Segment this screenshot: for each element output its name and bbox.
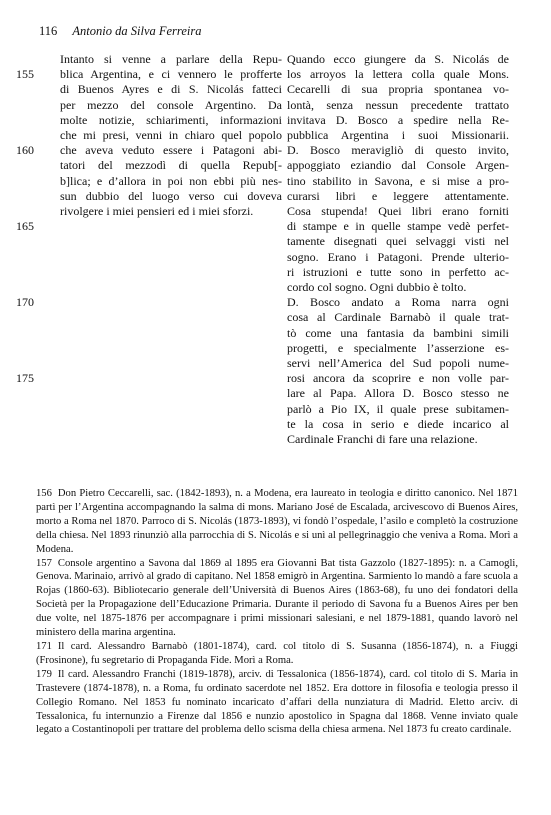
line-number: 175: [16, 371, 34, 386]
text-line: che aveva veduto essere i Patagoni abi-: [60, 143, 282, 158]
text-line: cosa al Cardinale Barnabò il quale trat-: [287, 310, 509, 325]
text-line: Cecarelli di sua propria spontanea vo-: [287, 82, 509, 97]
footnote-text: Il card. Alessandro Franchi (1819-1878), arciv. di Tessalonica (1856-1874), card. col titolo di S. Maria in Trastevere (1874-1878), n. a Roma, fu ordinato sacerdote nel 1852. Era dottore in filosofia e teologia presso il Collegio Romano. Nel 1853 fu nominato incaricato d’affari della nunziatura di Madrid. Eletto arciv. di Tessalonica, fu internunzio a Firenze dal 1856 e nunzio apostolico in Spagna dal 1868. Venne inviato quale legato a Costantinopoli per trattare del problema dello scisma della chiesa armena. Nel 1873 fu creato cardinale.: [36, 668, 518, 736]
text-line: molte notizie, schiarimenti, informazioni: [60, 112, 282, 127]
text-line: di Buenos Ayres e di S. Nicolás fatteci: [60, 82, 282, 97]
text-line: rosi ancora da scoprire e non volle par-: [287, 371, 509, 386]
text-line: sogno. Erano i Patagoni. Prende ulterio-: [287, 249, 509, 264]
page-number: 116: [39, 24, 58, 38]
text-line: parlò a Pio IX, il quale prese subitamen-: [287, 401, 509, 416]
text-line: Cosa stupenda! Quei libri erano forniti: [287, 204, 509, 219]
text-line: tino stabilito in Savona, e si mise a pro-: [287, 173, 509, 188]
text-line: Quando ecco giungere da S. Nicolás de: [287, 52, 509, 66]
line-number: 160: [16, 143, 34, 158]
text-line: D. Bosco andato a Roma narra ogni: [287, 295, 509, 310]
running-header: [39, 24, 201, 39]
left-column: [60, 52, 282, 219]
footnote: [36, 640, 518, 668]
text-line: los arroyos la lettera colla quale Mons.: [287, 67, 509, 82]
text-line: di stampe e in quelle stampe vedè perfet-: [287, 219, 509, 234]
text-line: lontà, senza nessun precedente trattato: [287, 97, 509, 112]
footnote: [36, 668, 518, 738]
footnote: [36, 487, 518, 557]
text-line: per mezzo del console Argentino. Da: [60, 97, 282, 112]
text-line: appoggiato eziandio dal Console Argen-: [287, 158, 509, 173]
right-column: [287, 52, 509, 447]
text-line: sun dubbio del luogo verso cui doveva: [60, 188, 282, 203]
footnote-number: 156: [36, 488, 52, 499]
text-line: blica Argentina, e ci vennero le profferte: [60, 67, 282, 82]
footnotes: [36, 487, 518, 737]
footnote-text: Console argentino a Savona dal 1869 al 1895 era Giovanni Bat tista Gazzolo (1827-1895): n. a Camogli, Genova. Marinaio, arrivò al grado di capitano. Nel 1858 emigrò in Argentina. Sarmiento lo mandò a fare scuola a Rojas (1860-63). Bibliotecario generale dell’Università di Buenos Aires (1863-68), fu uno dei fondatori della Società per la Propagazione dell’Educazione Primaria. Durante il periodo di Savona fu a Buenos Aires per ben due volte, nel 1875-1876 per accompagnare i primi missionari salesiani, e nel 1879-1881, quando lavorò nel ministero della marina argentina.: [36, 557, 518, 639]
line-number: 170: [16, 295, 34, 310]
text-line: tò come una fantasia da bambini simili: [287, 325, 509, 340]
footnote-text: Don Pietro Ceccarelli, sac. (1842-1893), n. a Modena, era laureato in teologia e diritto canonico. Nel 1871 partì per l’Argentina accompagnando la salma di mons. Mariano José de Escalada, arcivescovo di Buenos Aires, morto a Roma nel 1870. Parroco di S. Nicolás (1873-1893), vi fondò l’ospedale, l’asilo e completò la costruzione della chiesa. Nel 1893 rinunziò alla parrocchia di S. Nicolás e si unì al pellegrinaggio che veniva a Roma. Morì a Modena.: [36, 488, 518, 555]
text-line: D. Bosco meravigliò di questo invito,: [287, 143, 509, 158]
footnote-number: 157: [36, 557, 52, 569]
text-line: invitava D. Bosco a spedire nella Re-: [287, 112, 509, 127]
text-line: curarsi libri e leggere attentamente.: [287, 188, 509, 203]
text-line: progetti, e specialmente l’asserzione es-: [287, 340, 509, 355]
text-line: tatori del mezzodì di quella Repub[-: [60, 158, 282, 173]
text-line: che mi presi, venni in chiaro quel popolo: [60, 128, 282, 143]
line-number: 165: [16, 219, 34, 234]
text-line: rivolgere i miei pensieri ed i miei sforzi.: [60, 204, 254, 219]
running-title: Antonio da Silva Ferreira: [72, 24, 202, 38]
text-line: lare al Papa. Allora D. Bosco stesso ne: [287, 386, 509, 401]
text-line: tamente disegnati quei selvaggi visti nel: [287, 234, 509, 249]
footnote-number: 171: [36, 640, 52, 652]
text-line: Cardinale Franchi di fare una relazione.: [287, 432, 478, 447]
text-line: te la cosa in serio e diede incarico al: [287, 416, 509, 431]
text-line: b]lica; e d’allora in poi non ebbi più nes-: [60, 173, 282, 188]
text-line: cordo col sogno. Ogni dubbio è tolto.: [287, 280, 467, 295]
text-line: servi nell’America del Sud popoli nume-: [287, 356, 509, 371]
text-line: Intanto si venne a parlare della Repu-: [60, 52, 282, 66]
footnote-number: 179: [36, 668, 52, 680]
footnote: [36, 557, 518, 640]
line-number: 155: [16, 67, 34, 82]
text-line: pubblica Argentina i suoi Missionarii.: [287, 128, 509, 143]
footnote-text: Il card. Alessandro Barnabò (1801-1874), card. col titolo di S. Susanna (1856-1874), n. a Fiuggi (Frosinone), fu segretario di Propaganda Fide. Morì a Roma.: [36, 640, 518, 666]
text-line: ri istruzioni e tutte sono in perfetto ac-: [287, 264, 509, 279]
